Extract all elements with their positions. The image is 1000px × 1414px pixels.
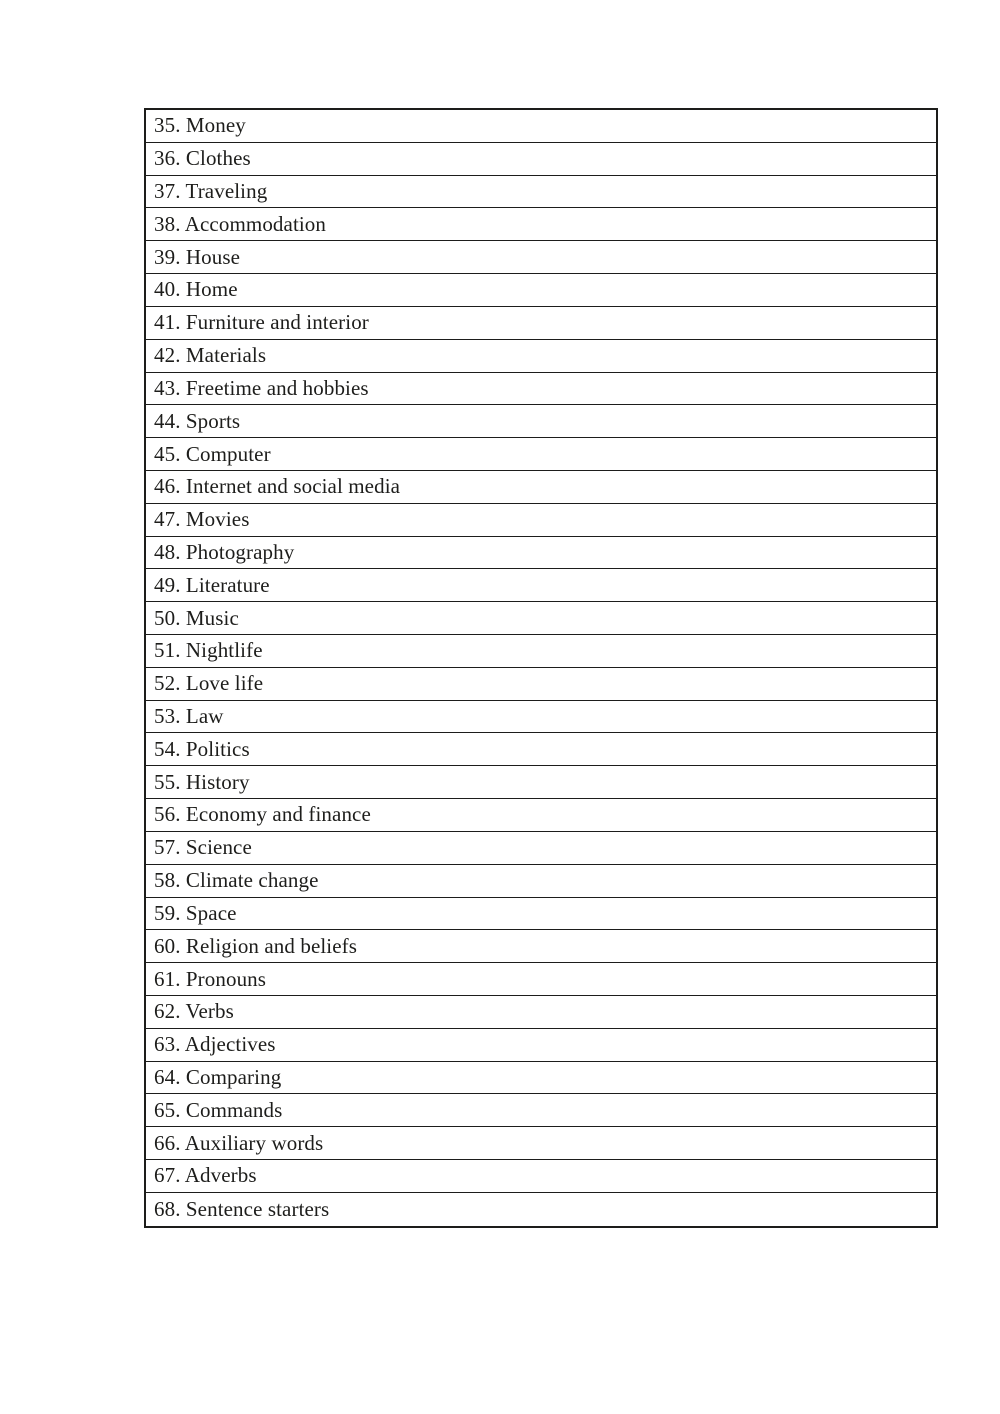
contents-row: 56. Economy and finance [146,799,936,832]
contents-row: 42. Materials [146,340,936,373]
contents-row: 66. Auxiliary words [146,1127,936,1160]
contents-row: 63. Adjectives [146,1029,936,1062]
contents-row: 54. Politics [146,733,936,766]
contents-row: 48. Photography [146,537,936,570]
contents-row: 51. Nightlife [146,635,936,668]
contents-row: 46. Internet and social media [146,471,936,504]
contents-row: 43. Freetime and hobbies [146,373,936,406]
contents-row: 45. Computer [146,438,936,471]
contents-row: 40. Home [146,274,936,307]
contents-row: 57. Science [146,832,936,865]
contents-row: 36. Clothes [146,143,936,176]
contents-row: 38. Accommodation [146,208,936,241]
contents-row: 59. Space [146,898,936,931]
contents-row: 55. History [146,766,936,799]
contents-row: 35. Money [146,110,936,143]
contents-row: 65. Commands [146,1094,936,1127]
contents-row: 41. Furniture and interior [146,307,936,340]
contents-row: 39. House [146,241,936,274]
contents-row: 60. Religion and beliefs [146,930,936,963]
contents-row: 44. Sports [146,405,936,438]
contents-row: 67. Adverbs [146,1160,936,1193]
contents-row: 64. Comparing [146,1062,936,1095]
contents-row: 47. Movies [146,504,936,537]
contents-row: 49. Literature [146,569,936,602]
contents-row: 68. Sentence starters [154,1196,330,1221]
contents-table [144,108,938,1228]
contents-row: 37. Traveling [146,176,936,209]
contents-row: 62. Verbs [146,996,936,1029]
contents-row: 53. Law [146,701,936,734]
contents-row: 61. Pronouns [146,963,936,996]
contents-row: 50. Music [146,602,936,635]
contents-row: 58. Climate change [146,865,936,898]
contents-row: 52. Love life [146,668,936,701]
